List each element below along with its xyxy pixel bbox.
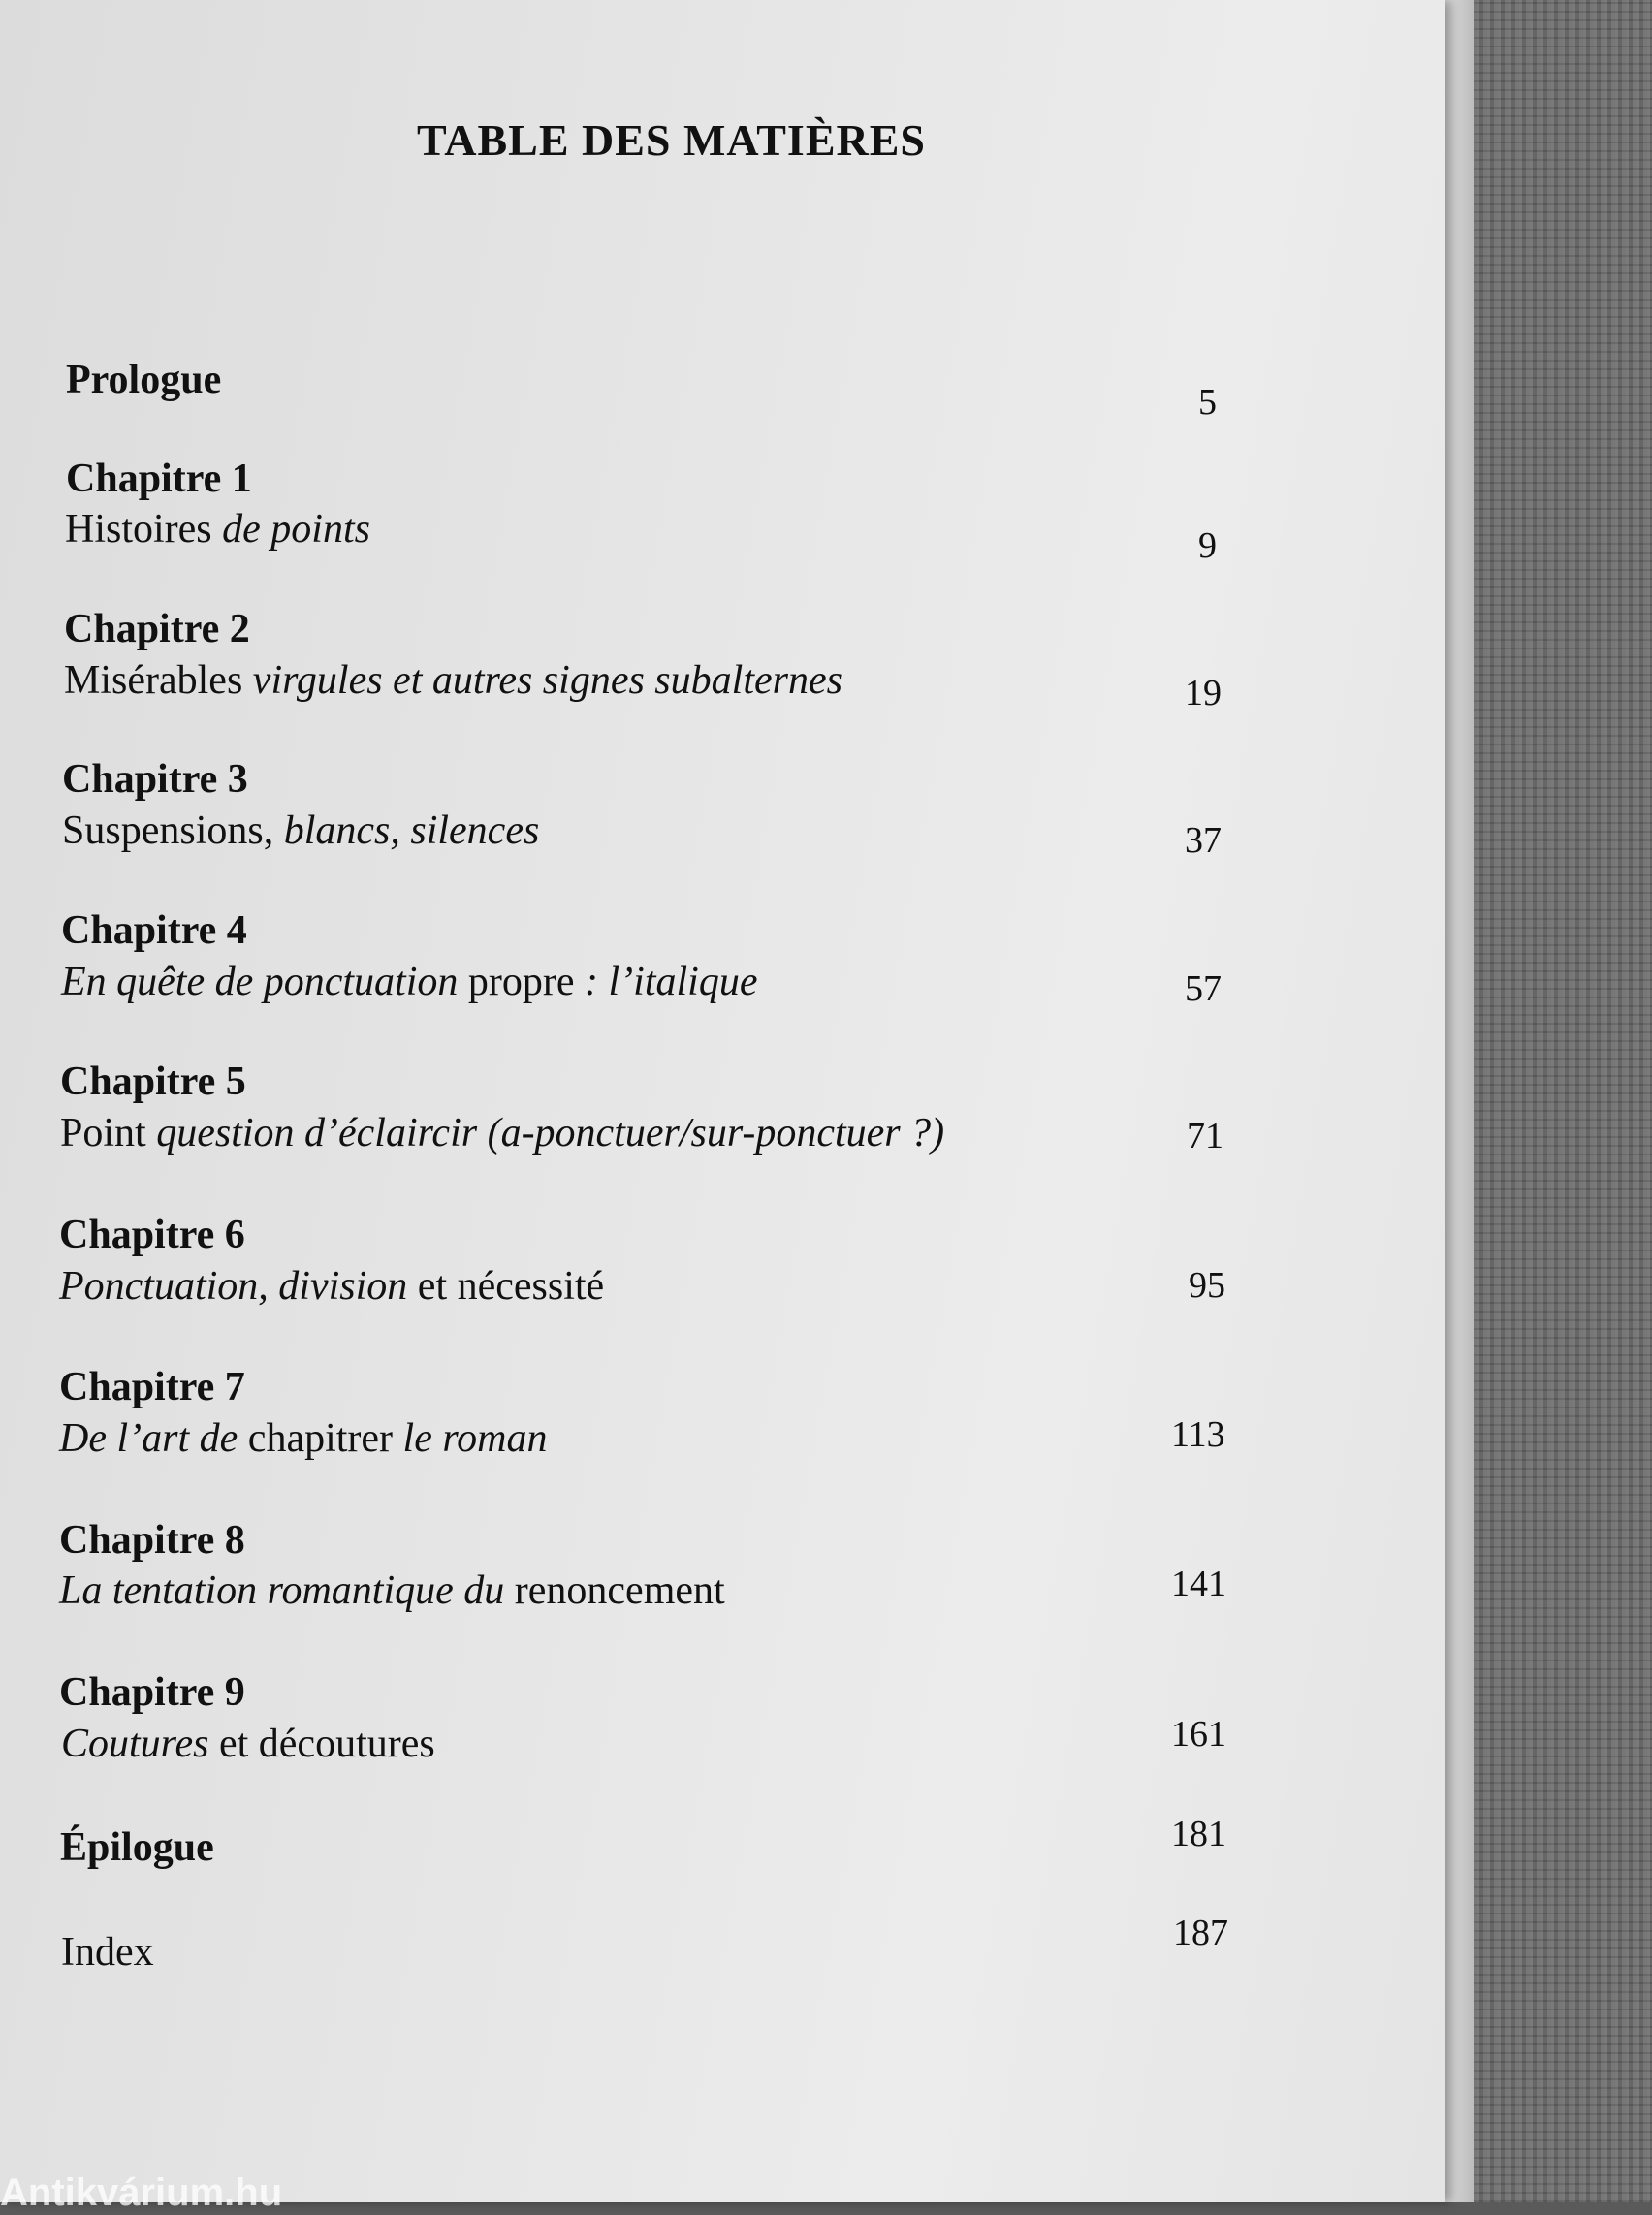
toc-entry-label-ch5: Chapitre 5	[60, 1060, 246, 1104]
page-title: TABLE DES MATIÈRES	[417, 115, 926, 165]
toc-entry-label-ch2: Chapitre 2	[64, 607, 250, 651]
toc-entry-title-ch9	[61, 1721, 435, 1767]
title-part-italic: le roman	[402, 1416, 548, 1461]
title-part: et	[417, 1264, 458, 1309]
toc-entry-page-ch5: 71	[1187, 1116, 1223, 1156]
toc-entry-title-ch6	[59, 1263, 604, 1310]
toc-entry-page-epilogue: 181	[1171, 1814, 1226, 1854]
watermark: Antikvárium.hu	[0, 2171, 283, 2214]
toc-entry-title-ch3	[62, 807, 539, 854]
title-part: Histoires	[65, 507, 223, 552]
title-part-italic: : l’italique	[585, 960, 758, 1004]
toc-entry-page-ch2: 19	[1185, 673, 1222, 713]
title-part-italic: question d’éclaircir (a-ponctuer/sur-ponctuer ?)	[156, 1111, 945, 1155]
toc-entry-page-ch9: 161	[1171, 1714, 1226, 1755]
toc-entry-page-ch7: 113	[1171, 1414, 1225, 1455]
toc-entry-title-ch8	[59, 1567, 725, 1614]
toc-entry-title-ch5	[60, 1110, 944, 1156]
toc-entry-label-ch3: Chapitre 3	[62, 757, 248, 802]
title-part-italic: de points	[222, 507, 370, 552]
title-part: renoncement	[514, 1568, 725, 1613]
toc-entry-page-prologue: 5	[1198, 382, 1217, 423]
title-part: et	[218, 1722, 259, 1766]
toc-entry-title-ch2	[64, 657, 842, 704]
title-part-italic: En quête de ponctuation	[61, 960, 468, 1004]
title-part-italic: La tentation romantique du	[59, 1568, 515, 1613]
title-part: chapitrer	[247, 1416, 403, 1461]
title-part-italic: Ponctuation, division	[59, 1264, 418, 1309]
toc-entry-label-ch6: Chapitre 6	[59, 1213, 245, 1257]
toc-entry-label-ch8: Chapitre 8	[59, 1518, 245, 1563]
title-part: Misérables	[64, 658, 253, 703]
toc-entry-page-ch4: 57	[1185, 968, 1222, 1009]
toc-entry-page-index: 187	[1173, 1913, 1228, 1953]
toc-entry-label-index: Index	[61, 1930, 154, 1975]
title-part: Suspensions,	[62, 808, 284, 853]
toc-entry-page-ch6: 95	[1189, 1265, 1225, 1306]
title-part: propre	[467, 960, 586, 1004]
title-part-italic: De l’art de	[59, 1416, 248, 1461]
title-part: nécessité	[457, 1264, 605, 1309]
toc-entry-label-epilogue: Épilogue	[60, 1825, 214, 1870]
toc-entry-label-ch4: Chapitre 4	[61, 908, 247, 953]
toc-entry-page-ch3: 37	[1185, 820, 1222, 861]
toc-entry-label-ch1: Chapitre 1	[66, 457, 252, 501]
title-part-italic: virgules et autres signes subalternes	[252, 658, 842, 703]
table-surface	[1445, 0, 1652, 2202]
toc-entry-label-ch7: Chapitre 7	[59, 1365, 245, 1409]
toc-entry-title-ch4	[61, 959, 758, 1005]
title-part: Point	[60, 1111, 157, 1155]
toc-entry-label-ch9: Chapitre 9	[59, 1670, 245, 1715]
toc-entry-label-prologue: Prologue	[66, 358, 222, 402]
toc-entry-title-ch7	[59, 1415, 547, 1462]
title-part-italic: blancs, silences	[283, 808, 540, 853]
toc-entry-page-ch8: 141	[1171, 1564, 1226, 1604]
toc-entry-title-ch1	[65, 506, 370, 553]
title-part: découtures	[258, 1722, 435, 1766]
title-part-italic: Coutures	[61, 1722, 219, 1766]
toc-entry-page-ch1: 9	[1198, 525, 1217, 566]
